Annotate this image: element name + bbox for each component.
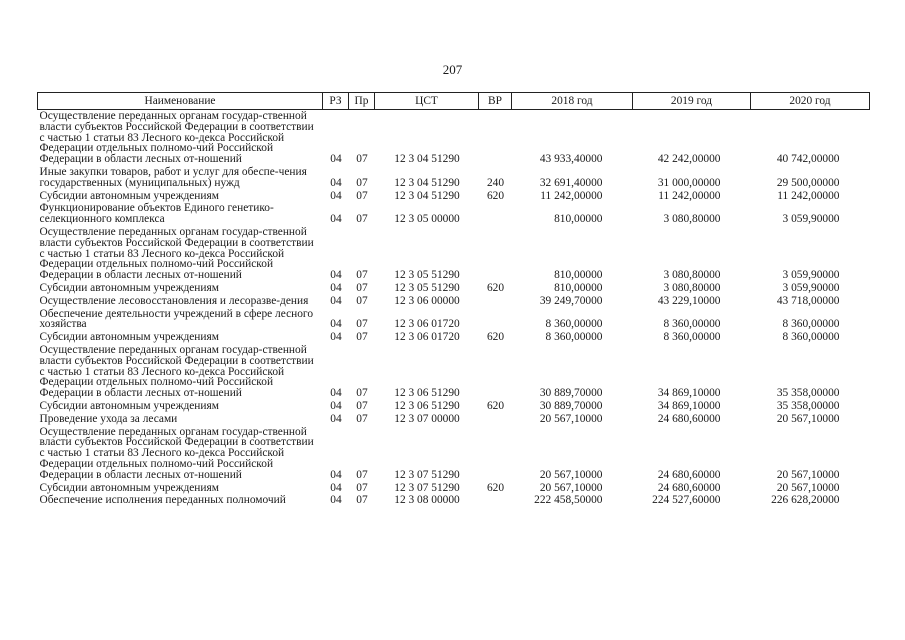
header-cst: ЦСТ <box>375 93 479 110</box>
cell-2019: 34 869,10000 <box>657 387 721 400</box>
cell-2019: 43 229,10000 <box>657 294 721 307</box>
table-row <box>38 413 870 426</box>
table-row <box>38 202 870 226</box>
cell-2019: 3 080,80000 <box>663 281 721 294</box>
cell-2018: 8 360,00000 <box>545 331 603 344</box>
cell-2020: 11 242,00000 <box>777 189 840 202</box>
cell-name: Субсидии автономным учреждениям <box>39 331 219 344</box>
cell-rz: 04 <box>330 153 342 166</box>
cell-2020: 3 059,90000 <box>782 281 840 294</box>
budget-table <box>37 92 870 507</box>
cell-2019: 8 360,00000 <box>663 318 721 331</box>
cell-name: Субсидии автономным учреждениям <box>39 281 219 294</box>
header-2018: 2018 год <box>512 93 633 110</box>
cell-2020: 8 360,00000 <box>782 318 840 331</box>
cell-cst: 12 3 07 51290 <box>394 481 460 494</box>
cell-2019: 11 242,00000 <box>658 189 721 202</box>
cell-name: Осуществление переданных органам государ-ственной власти субъектов Российской Федерации в соответствии с частью 1 статьи 83 Лесного ко-декса Российской Федерации отдельных полномо-чий Российской Федерации в области лесных от-ношений <box>39 343 314 400</box>
table-row <box>38 494 870 507</box>
cell-cst: 12 3 04 51290 <box>394 189 460 202</box>
cell-2020: 3 059,90000 <box>782 269 840 282</box>
cell-name: Иные закупки товаров, работ и услуг для обеспе-чения государственных (муниципальных) нужд <box>39 165 307 189</box>
cell-2019: 24 680,60000 <box>657 468 721 481</box>
cell-pr: 07 <box>356 189 368 202</box>
cell-rz: 04 <box>330 399 342 412</box>
cell-pr: 07 <box>356 399 368 412</box>
table-row <box>38 226 870 282</box>
table-row <box>38 166 870 190</box>
cell-2019: 42 242,00000 <box>657 153 721 166</box>
cell-vr: 620 <box>486 189 505 202</box>
cell-name: Обеспечение исполнения переданных полномочий <box>39 494 286 507</box>
cell-rz: 04 <box>330 412 342 425</box>
cell-rz: 04 <box>330 468 342 481</box>
cell-cst: 12 3 05 00000 <box>394 213 460 226</box>
cell-rz: 04 <box>330 189 342 202</box>
cell-name: Субсидии автономным учреждениям <box>39 399 219 412</box>
cell-vr <box>479 426 512 482</box>
cell-2019: 24 680,60000 <box>657 481 721 494</box>
cell-name: Функционирование объектов Единого генетико-селекционного комплекса <box>39 202 274 226</box>
cell-cst: 12 3 06 51290 <box>394 399 460 412</box>
cell-2018: 20 567,10000 <box>539 481 603 494</box>
cell-rz: 04 <box>330 281 342 294</box>
cell-vr <box>479 344 512 400</box>
cell-vr: 620 <box>486 331 505 344</box>
table-row <box>38 308 870 332</box>
cell-cst: 12 3 04 51290 <box>394 176 460 189</box>
cell-pr: 07 <box>356 176 368 189</box>
cell-cst: 12 3 04 51290 <box>394 153 460 166</box>
cell-pr: 07 <box>356 213 368 226</box>
cell-cst: 12 3 06 00000 <box>394 294 460 307</box>
cell-2020: 8 360,00000 <box>782 331 840 344</box>
cell-2020: 35 358,00000 <box>776 387 840 400</box>
cell-pr: 07 <box>356 481 368 494</box>
cell-vr: 620 <box>486 481 505 494</box>
cell-2018: 30 889,70000 <box>539 399 603 412</box>
header-2019: 2019 год <box>633 93 751 110</box>
cell-2018: 20 567,10000 <box>539 468 603 481</box>
cell-2019: 34 869,10000 <box>657 399 721 412</box>
cell-name: Субсидии автономным учреждениям <box>39 189 219 202</box>
cell-vr: 240 <box>486 176 505 189</box>
cell-rz: 04 <box>330 481 342 494</box>
table-row <box>38 282 870 295</box>
table-row <box>38 482 870 495</box>
cell-2018: 32 691,40000 <box>539 176 603 189</box>
header-rz: РЗ <box>323 93 349 110</box>
header-pr: Пр <box>349 93 375 110</box>
cell-name: Осуществление лесовосстановления и лесоразве-дения <box>39 294 309 307</box>
header-2020: 2020 год <box>751 93 870 110</box>
cell-pr: 07 <box>356 281 368 294</box>
cell-pr: 07 <box>356 318 368 331</box>
cell-rz: 04 <box>330 294 342 307</box>
cell-rz: 04 <box>330 331 342 344</box>
cell-2019: 8 360,00000 <box>663 331 721 344</box>
cell-2019: 24 680,60000 <box>657 412 721 425</box>
cell-pr: 07 <box>356 153 368 166</box>
cell-vr <box>479 110 512 166</box>
cell-pr: 07 <box>356 269 368 282</box>
cell-2020: 20 567,10000 <box>776 481 840 494</box>
cell-2020: 20 567,10000 <box>776 468 840 481</box>
cell-2019: 3 080,80000 <box>663 213 721 226</box>
cell-rz: 04 <box>330 213 342 226</box>
cell-pr: 07 <box>356 494 368 507</box>
cell-2018: 20 567,10000 <box>539 412 603 425</box>
cell-2018: 43 933,40000 <box>539 153 603 166</box>
cell-rz: 04 <box>330 387 342 400</box>
cell-vr <box>479 494 512 507</box>
cell-rz: 04 <box>330 176 342 189</box>
cell-2020: 43 718,00000 <box>776 294 840 307</box>
cell-cst: 12 3 06 01720 <box>394 331 460 344</box>
cell-2020: 35 358,00000 <box>776 399 840 412</box>
table-row <box>38 426 870 482</box>
cell-2019: 31 000,00000 <box>657 176 721 189</box>
cell-cst: 12 3 07 51290 <box>394 468 460 481</box>
cell-name: Субсидии автономным учреждениям <box>39 481 219 494</box>
cell-cst: 12 3 06 51290 <box>394 387 460 400</box>
cell-2019: 3 080,80000 <box>663 269 721 282</box>
cell-pr: 07 <box>356 412 368 425</box>
cell-pr: 07 <box>356 294 368 307</box>
cell-2018: 810,00000 <box>554 213 603 226</box>
table-row <box>38 331 870 344</box>
cell-vr <box>479 226 512 282</box>
cell-name: Проведение ухода за лесами <box>39 412 178 425</box>
cell-vr <box>479 308 512 332</box>
cell-vr <box>479 413 512 426</box>
cell-cst: 12 3 05 51290 <box>394 269 460 282</box>
table-row <box>38 400 870 413</box>
table-row <box>38 344 870 400</box>
cell-2020: 226 628,20000 <box>771 494 840 507</box>
cell-2018: 810,00000 <box>554 269 603 282</box>
cell-vr <box>479 295 512 308</box>
cell-2020: 3 059,90000 <box>782 213 840 226</box>
cell-2018: 30 889,70000 <box>539 387 603 400</box>
cell-2018: 8 360,00000 <box>545 318 603 331</box>
cell-2018: 11 242,00000 <box>540 189 603 202</box>
cell-vr: 620 <box>486 399 505 412</box>
table-row <box>38 110 870 166</box>
cell-2018: 222 458,50000 <box>534 494 603 507</box>
cell-vr <box>479 202 512 226</box>
cell-rz: 04 <box>330 318 342 331</box>
cell-name: Осуществление переданных органам государ-ственной власти субъектов Российской Федерации в соответствии с частью 1 статьи 83 Лесного ко-декса Российской Федерации отдельных полномо-чий Российской Федерации в области лесных от-ношений <box>39 110 314 166</box>
cell-vr: 620 <box>486 281 505 294</box>
table-row <box>38 190 870 203</box>
cell-name: Осуществление переданных органам государ-ственной власти субъектов Российской Федерации в соответствии с частью 1 статьи 83 Лесного ко-декса Российской Федерации отдельных полномо-чий Российской Федерации в области лесных от-ношений <box>39 425 314 481</box>
cell-pr: 07 <box>356 468 368 481</box>
table-body <box>38 110 870 508</box>
cell-2020: 29 500,00000 <box>776 176 840 189</box>
header-vr: ВР <box>479 93 512 110</box>
cell-cst: 12 3 05 51290 <box>394 281 460 294</box>
cell-pr: 07 <box>356 331 368 344</box>
cell-2020: 20 567,10000 <box>776 412 840 425</box>
cell-rz: 04 <box>330 494 342 507</box>
cell-pr: 07 <box>356 387 368 400</box>
cell-2019: 224 527,60000 <box>652 494 721 507</box>
cell-2018: 39 249,70000 <box>539 294 603 307</box>
table-row <box>38 295 870 308</box>
cell-cst: 12 3 07 00000 <box>394 412 460 425</box>
cell-name: Обеспечение деятельности учреждений в сфере лесного хозяйства <box>39 307 314 331</box>
cell-2020: 40 742,00000 <box>776 153 840 166</box>
cell-cst: 12 3 06 01720 <box>394 318 460 331</box>
header-name: Наименование <box>38 93 323 110</box>
cell-2018: 810,00000 <box>554 281 603 294</box>
page-number: 207 <box>442 62 463 77</box>
cell-cst: 12 3 08 00000 <box>394 494 460 507</box>
cell-rz: 04 <box>330 269 342 282</box>
table-header-row <box>38 93 870 110</box>
cell-name: Осуществление переданных органам государ-ственной власти субъектов Российской Федерации в соответствии с частью 1 статьи 83 Лесного ко-декса Российской Федерации отдельных полномо-чий Российской Федерации в области лесных от-ношений <box>39 225 314 282</box>
